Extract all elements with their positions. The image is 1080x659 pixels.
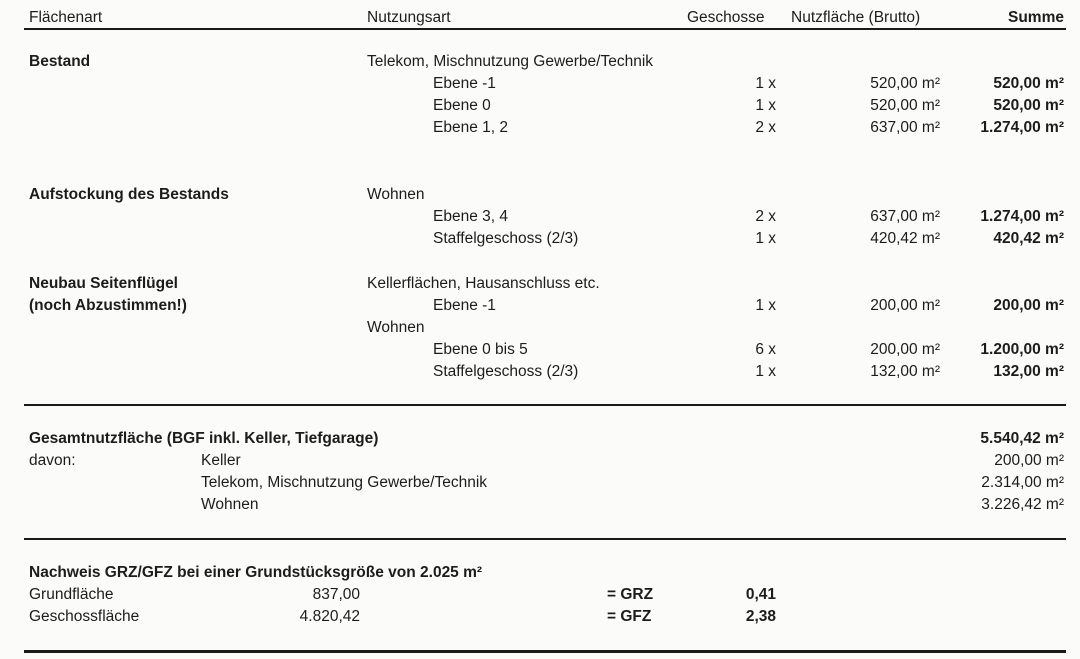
row-sum: 132,00 m² bbox=[993, 363, 1064, 380]
col-header-summe: Summe bbox=[1008, 9, 1064, 26]
row-area: 200,00 m² bbox=[870, 341, 940, 358]
row-sum: 520,00 m² bbox=[993, 75, 1064, 92]
row-label: Ebene 1, 2 bbox=[433, 119, 508, 136]
row-floors: 1 x bbox=[755, 97, 776, 114]
row-sum: 420,42 m² bbox=[993, 230, 1064, 247]
davon-label: davon: bbox=[29, 452, 76, 469]
item-value: 3.226,42 m² bbox=[981, 496, 1064, 513]
item-value: 200,00 m² bbox=[994, 452, 1064, 469]
nachweis-title: Nachweis GRZ/GFZ bei einer Grundstücksgröße von 2.025 m² bbox=[29, 564, 483, 581]
nachweis-value: 837,00 bbox=[312, 586, 360, 603]
row-sum: 200,00 m² bbox=[993, 297, 1064, 314]
row-label: Ebene 0 bis 5 bbox=[433, 341, 528, 358]
row-label: Ebene -1 bbox=[433, 75, 496, 92]
nachweis-result: 0,41 bbox=[745, 586, 776, 603]
row-label: Staffelgeschoss (2/3) bbox=[433, 363, 579, 380]
col-header-nutzungsart: Nutzungsart bbox=[367, 9, 451, 26]
row-area: 520,00 m² bbox=[870, 97, 940, 114]
row-sum: 1.274,00 m² bbox=[980, 208, 1064, 225]
row-area: 637,00 m² bbox=[870, 119, 940, 136]
section-subtitle-neubau: (noch Abzustimmen!) bbox=[29, 297, 187, 314]
nachweis-label: Geschossfläche bbox=[29, 608, 140, 625]
col-header-nutzflaeche: Nutzfläche (Brutto) bbox=[791, 9, 921, 26]
section-title-aufstockung: Aufstockung des Bestands bbox=[29, 186, 229, 203]
row-floors: 1 x bbox=[755, 297, 776, 314]
row-sum: 1.200,00 m² bbox=[980, 341, 1064, 358]
nachweis-value: 4.820,42 bbox=[299, 608, 360, 625]
total-value: 5.540,42 m² bbox=[980, 430, 1064, 447]
row-sum: 1.274,00 m² bbox=[980, 119, 1064, 136]
row-label: Ebene 3, 4 bbox=[433, 208, 508, 225]
item-value: 2.314,00 m² bbox=[981, 474, 1064, 491]
row-label: Staffelgeschoss (2/3) bbox=[433, 230, 579, 247]
item-label: Telekom, Mischnutzung Gewerbe/Technik bbox=[201, 474, 488, 491]
row-floors: 6 x bbox=[755, 341, 776, 358]
row-floors: 2 x bbox=[755, 119, 776, 136]
nachweis-eq: = GRZ bbox=[607, 586, 654, 603]
nachweis-result: 2,38 bbox=[745, 608, 776, 625]
row-sum: 520,00 m² bbox=[993, 97, 1064, 114]
row-area: 200,00 m² bbox=[870, 297, 940, 314]
row-area: 637,00 m² bbox=[870, 208, 940, 225]
row-area: 132,00 m² bbox=[870, 363, 940, 380]
nachweis-eq: = GFZ bbox=[607, 608, 652, 625]
row-area: 520,00 m² bbox=[870, 75, 940, 92]
usage-neubau-keller: Kellerflächen, Hausanschluss etc. bbox=[367, 275, 600, 292]
row-floors: 1 x bbox=[755, 230, 776, 247]
row-floors: 1 x bbox=[755, 363, 776, 380]
section-title-neubau: Neubau Seitenflügel bbox=[29, 275, 178, 292]
usage-neubau-wohnen: Wohnen bbox=[367, 319, 425, 336]
col-header-geschosse: Geschosse bbox=[687, 9, 765, 26]
header-divider bbox=[24, 28, 1066, 30]
nachweis-label: Grundfläche bbox=[29, 586, 114, 603]
row-label: Ebene 0 bbox=[433, 97, 491, 114]
row-area: 420,42 m² bbox=[870, 230, 940, 247]
usage-aufstockung: Wohnen bbox=[367, 186, 425, 203]
row-floors: 1 x bbox=[755, 75, 776, 92]
item-label: Keller bbox=[201, 452, 241, 469]
bottom-divider bbox=[24, 650, 1066, 653]
row-floors: 2 x bbox=[755, 208, 776, 225]
section-divider bbox=[24, 404, 1066, 406]
item-label: Wohnen bbox=[201, 496, 259, 513]
col-header-flaechenart: Flächenart bbox=[29, 9, 103, 26]
total-title: Gesamtnutzfläche (BGF inkl. Keller, Tiefgarage) bbox=[29, 430, 379, 447]
section-title-bestand: Bestand bbox=[29, 53, 91, 70]
row-label: Ebene -1 bbox=[433, 297, 496, 314]
section-divider bbox=[24, 538, 1066, 540]
usage-bestand: Telekom, Mischnutzung Gewerbe/Technik bbox=[367, 53, 654, 70]
